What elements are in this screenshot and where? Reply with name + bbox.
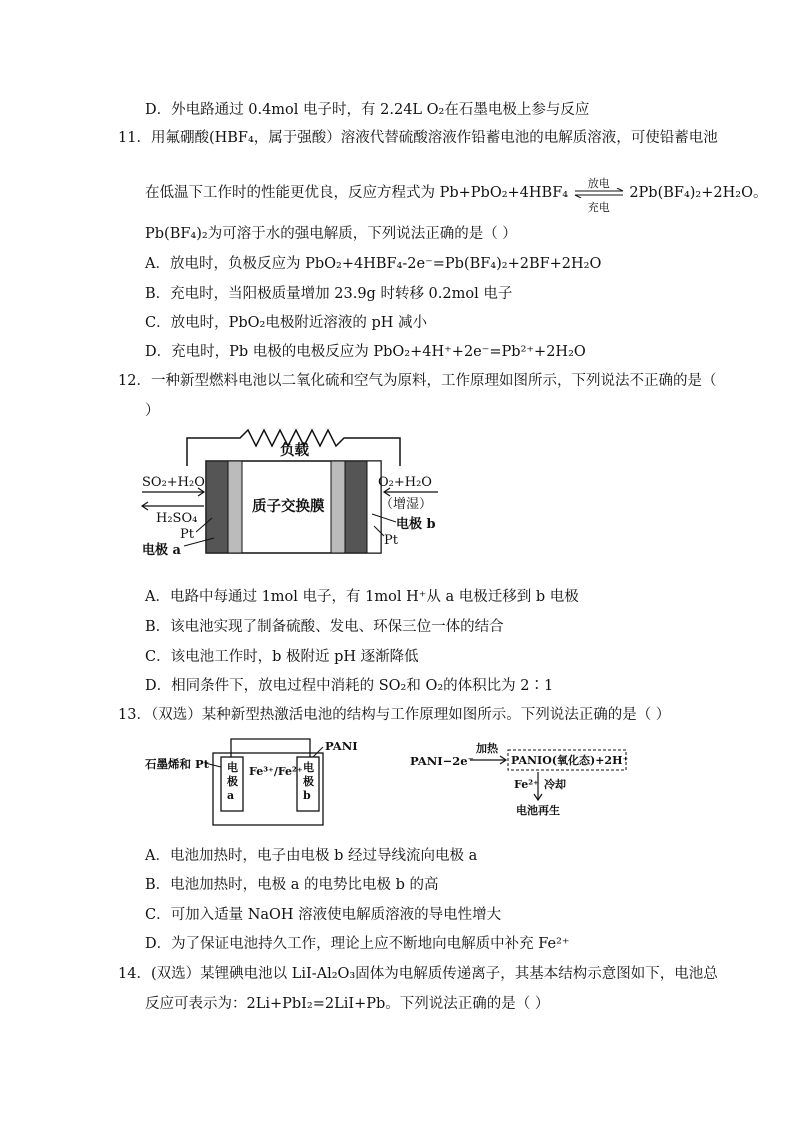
left-pt-label: Pt	[180, 527, 194, 542]
q14-stem-line1: 14．(双选）某锂碘电池以 LiI-Al₂O₃固体为电解质传递离子，其基本结构示意图如下，电池总	[118, 966, 718, 982]
q11-option-a: A．放电时，负极反应为 PbO₂+4HBF₄-2e⁻=Pb(BF₄)₂+2BF+2H₂O	[145, 256, 602, 272]
electrode-b-label: 电极 b	[396, 517, 436, 532]
q11-option-d: D．充电时，Pb 电极的电极反应为 PbO₂+4H⁺+2e⁻=Pb²⁺+2H₂O	[145, 344, 586, 360]
q13-option-c: C．可加入适量 NaOH 溶液使电解质溶液的导电性增大	[145, 907, 502, 923]
q13-battery-diagram	[145, 733, 358, 828]
humidified-label: （增湿）	[380, 497, 433, 512]
reversible-arrow-icon	[573, 177, 625, 214]
q13-reaction-diagram	[410, 738, 630, 820]
panio-product-label: PANIO(氧化态)+2H⁺	[511, 754, 629, 767]
q11-stem-line1: 11．用氟硼酸(HBF₄，属于强酸）溶液代替硫酸溶液作铅蓄电池的电解质溶液，可使铅蓄电池	[118, 130, 718, 146]
regen-label: 电池再生	[516, 804, 560, 817]
load-label: 负载	[280, 442, 309, 459]
arrow-label-discharge: 放电	[587, 177, 610, 190]
pani-oxidation-label: PANI−2e⁻	[410, 754, 474, 768]
q12-option-d: D．相同条件下，放电过程中消耗的 SO₂和 O₂的体积比为 2∶1	[145, 678, 554, 694]
q10-option-d: D．外电路通过 0.4mol 电子时，有 2.24L O₂在石墨电极上参与反应	[145, 102, 590, 118]
q11-equation-left: 在低温下工作时的性能更优良，反应方程式为 Pb+PbO₂+4HBF₄	[145, 185, 569, 201]
q13-stem: 13．（双选）某种新型热激活电池的结构与工作原理如图所示。下列说法正确的是（ ）	[118, 707, 671, 723]
q13-option-b: B．电池加热时，电极 a 的电势比电极 b 的高	[145, 877, 439, 893]
electrode-a-char-2: 极	[227, 775, 238, 788]
left-outlet-label: H₂SO₄	[156, 511, 198, 526]
q12-option-a: A．电路中每通过 1mol 电子，有 1mol H⁺从 a 电极迁移到 b 电极	[145, 589, 579, 605]
cool-label: 冷却	[544, 778, 566, 791]
q11-stem-line2	[145, 177, 768, 214]
q12-stem-line2: ）	[145, 403, 160, 419]
left-inlet-label: SO₂+H₂O	[142, 475, 205, 490]
electrode-a-char-1: 电	[227, 761, 238, 774]
pani-label: PANI	[325, 739, 358, 753]
graphene-pt-label: 石墨烯和 Pt	[145, 757, 209, 771]
q11-option-b: B．充电时，当阳极质量增加 23.9g 时转移 0.2mol 电子	[145, 286, 513, 302]
q11-option-c: C．放电时，PbO₂电极附近溶液的 pH 减小	[145, 315, 427, 331]
q13-option-d: D．为了保证电池持久工作，理论上应不断地向电解质中补充 Fe²⁺	[145, 936, 570, 952]
q11-stem-line3: Pb(BF₄)₂为可溶于水的强电解质，下列说法正确的是（ ）	[145, 226, 517, 242]
membrane-label: 质子交换膜	[252, 498, 325, 515]
q11-equation-right: 2Pb(BF₄)₂+2H₂O。	[629, 185, 768, 201]
q12-option-c: C．该电池工作时，b 极附近 pH 逐渐降低	[145, 649, 419, 665]
electrode-a-box	[227, 761, 238, 803]
electrode-a-label: 电极 a	[142, 543, 181, 558]
electrode-b-char-3: b	[303, 789, 311, 802]
electrode-b-char-1: 电	[303, 761, 314, 774]
q12-stem-line1: 12．一种新型燃料电池以二氧化硫和空气为原料，工作原理如图所示，下列说法不正确的是（	[118, 373, 717, 389]
right-inlet-label: O₂+H₂O	[378, 475, 432, 490]
right-pt-label: Pt	[384, 533, 398, 548]
q14-stem-line2: 反应可表示为：2Li+PbI₂=2LiI+Pb。下列说法正确的是（ ）	[145, 996, 550, 1012]
fe2-label: Fe²⁺	[514, 778, 539, 791]
electrolyte-label: Fe³⁺/Fe²⁺	[249, 765, 303, 778]
heat-label: 加热	[476, 742, 498, 755]
electrode-a-char-3: a	[227, 789, 235, 802]
electrode-b-box	[303, 761, 314, 803]
arrow-label-charge: 充电	[587, 201, 610, 214]
q12-fuel-cell-diagram	[140, 426, 440, 576]
q12-option-b: B．该电池实现了制备硫酸、发电、环保三位一体的结合	[145, 619, 504, 635]
q13-option-a: A．电池加热时，电子由电极 b 经过导线流向电极 a	[145, 848, 478, 864]
electrode-b-char-2: 极	[303, 775, 314, 788]
